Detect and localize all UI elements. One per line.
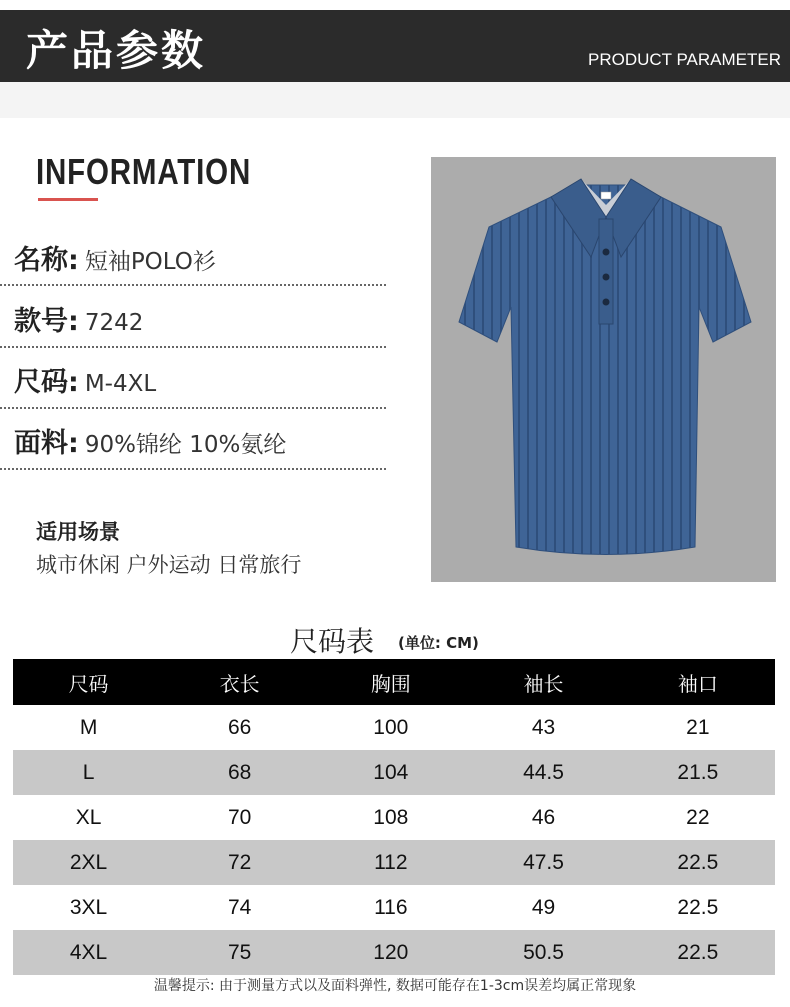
table-row: [13, 750, 775, 795]
attr-value: 90%锦纶 10%氨纶: [84, 432, 287, 458]
table-cell: 74: [228, 895, 252, 919]
table-cell: 112: [315, 840, 466, 885]
column-header: 袖口: [621, 659, 775, 705]
table-cell: 72: [164, 840, 315, 885]
divider: [0, 407, 386, 409]
table-cell: 75: [164, 930, 315, 975]
table-cell: 104: [315, 750, 466, 795]
size-chart-title: 尺码表: [290, 625, 375, 658]
attr-label: 面料:: [14, 428, 79, 459]
header-title-cn: 产品参数: [26, 26, 207, 75]
column-header: 衣长: [164, 659, 315, 705]
info-heading-underline: [38, 198, 98, 201]
header-band: [0, 82, 790, 118]
attr-fabric: [14, 421, 286, 460]
column-header: 胸围: [315, 659, 466, 705]
attr-value: 7242: [84, 310, 144, 336]
table-cell: M: [79, 715, 98, 739]
divider: [0, 468, 386, 470]
header-title-en: PRODUCT PARAMETER: [587, 50, 781, 69]
table-row: [13, 930, 775, 975]
table-cell: 70: [228, 805, 252, 829]
table-header-row: [13, 659, 775, 705]
product-photo: [431, 157, 776, 582]
table-cell: 100: [373, 715, 409, 739]
divider: [0, 284, 386, 286]
attr-size: [14, 360, 156, 399]
table-cell: 3XL: [69, 895, 108, 919]
table-row: [13, 840, 775, 885]
table-cell: 116: [374, 895, 408, 919]
table-cell: 21: [686, 715, 710, 739]
table-cell: L: [13, 750, 164, 795]
table-cell: 44.5: [466, 750, 620, 795]
table-cell: 120: [315, 930, 466, 975]
attr-value: 短袖POLO衫: [84, 249, 216, 275]
table-cell: 2XL: [13, 840, 164, 885]
attr-label: 款号:: [14, 306, 79, 337]
table-row: [13, 795, 775, 840]
table-row: [13, 705, 775, 750]
attr-value: M-4XL: [84, 371, 157, 397]
table-cell: XL: [75, 805, 102, 829]
measurement-note: 温馨提示: 由于测量方式以及面料弹性, 数据可能存在1-3cm误差均属正常现象: [153, 978, 637, 994]
table-cell: 22.5: [621, 930, 775, 975]
table-cell: 50.5: [466, 930, 620, 975]
table-cell: 108: [373, 805, 409, 829]
table-cell: 68: [164, 750, 315, 795]
table-cell: 66: [228, 715, 252, 739]
table-cell: 46: [531, 805, 556, 829]
size-chart-unit: (单位: CM): [398, 634, 479, 652]
table-cell: 49: [531, 895, 556, 919]
table-cell: 4XL: [13, 930, 164, 975]
table-cell: 22: [686, 805, 710, 829]
divider: [0, 346, 386, 348]
header-bar: [0, 10, 790, 82]
table-cell: 22.5: [621, 840, 775, 885]
table-row: [13, 885, 775, 930]
attr-label: 尺码:: [14, 367, 79, 398]
table-cell: 47.5: [466, 840, 620, 885]
attr-style-number: [14, 299, 143, 338]
polo-shirt-image: [431, 157, 776, 582]
info-heading: INFORMATION: [36, 151, 252, 192]
attr-label: 名称:: [14, 245, 79, 276]
table-cell: 22.5: [677, 895, 719, 919]
size-table: [13, 659, 775, 975]
column-header: 袖长: [466, 659, 620, 705]
table-cell: 21.5: [621, 750, 775, 795]
column-header: 尺码: [13, 659, 164, 705]
scene-title: 适用场景: [36, 520, 120, 544]
table-cell: 43: [531, 715, 556, 739]
attr-name: [14, 238, 216, 277]
scene-text: 城市休闲 户外运动 日常旅行: [36, 553, 302, 577]
